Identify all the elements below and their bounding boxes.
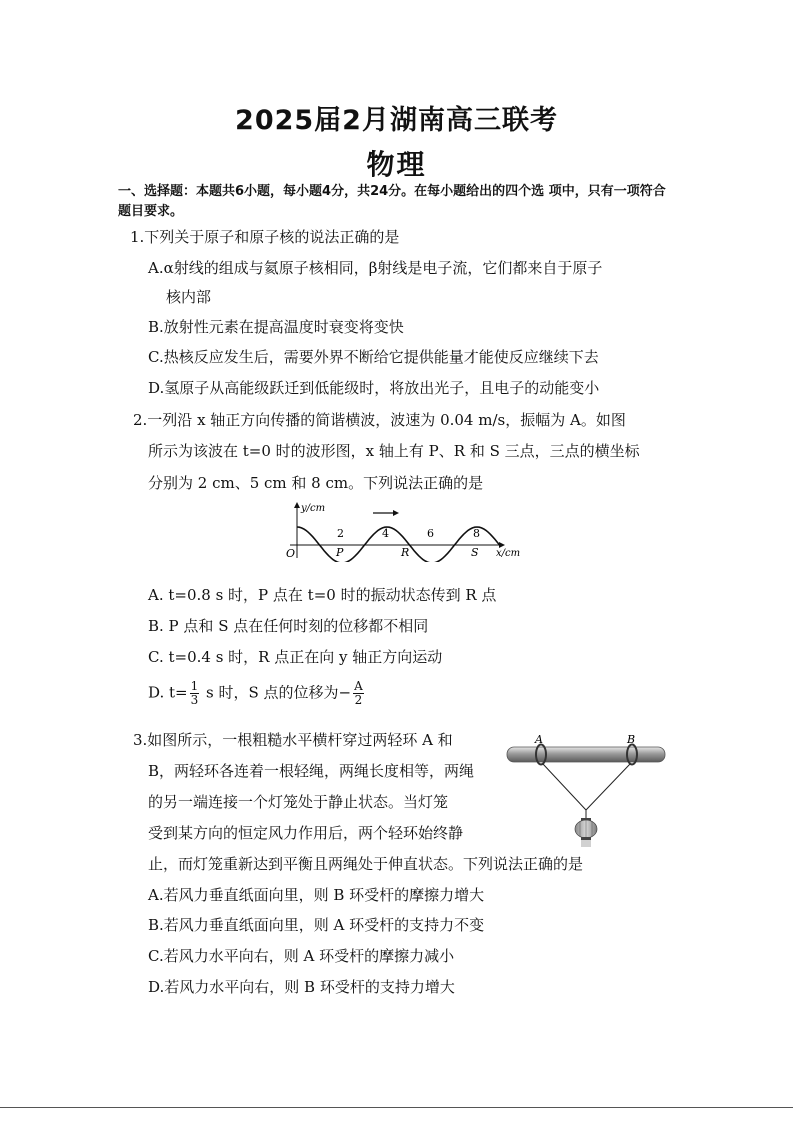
fraction-one-third: $\frac{1}{3}$ [190,679,199,707]
lantern-icon [575,818,597,847]
subject-title: 物理 [366,148,427,181]
q3-option-b: B.若风力垂直纸面向里，则 A 环受杆的支持力不变 [148,916,485,934]
q3-option-d: D.若风力水平向右，则 B 环受杆的支持力增大 [148,978,455,996]
y-axis-arrow [294,502,300,508]
tick-2: 2 [337,527,344,540]
propagation-arrowhead [393,510,399,516]
q2-option-d-prefix: D. t= [148,683,188,702]
q1-stem: 1.下列关于原子和原子核的说法正确的是 [130,228,400,246]
rope-b [586,764,630,810]
point-p: P [336,546,344,559]
section-instructions: 一、选择题：本题共6小题，每小题4分，共24分。在每小题给出的四个选 项中，只有一项符合题目要求。 [118,184,666,219]
q3-option-a: A.若风力垂直纸面向里，则 B 环受杆的摩擦力增大 [148,886,485,904]
wave-figure [280,500,530,562]
fraction-a-half: $\frac{A}{2}$ [354,679,363,707]
q1-option-c: C.热核反应发生后，需要外界不断给它提供能量才能使反应继续下去 [148,348,599,366]
q3-option-c: C.若风力水平向右，则 A 环受杆的摩擦力减小 [148,947,455,965]
ring-a-label: A [535,733,543,746]
q1-option-a: A.α射线的组成与氦原子核相同，β射线是电子流，它们都来自于原子 [148,259,603,277]
point-s: S [471,546,479,559]
origin-label: O [286,547,296,560]
tick-8: 8 [473,527,480,540]
lantern-figure [505,730,667,850]
ring-b-label: B [627,733,636,746]
q3-stem-line1: 3.如图所示，一根粗糙水平横杆穿过两轻环 A 和 [133,731,453,749]
page-bottom-rule [0,1107,793,1108]
tick-4: 4 [382,527,389,540]
q2-option-b: B. P 点和 S 点在任何时刻的位移都不相同 [148,617,429,635]
rope-a [543,764,586,810]
q2-option-c: C. t=0.4 s 时，R 点正在向 y 轴正方向运动 [148,648,443,666]
q2-stem-line1: 2.一列沿 x 轴正方向传播的简谐横波，波速为 0.04 m/s，振幅为 A。如图 [133,411,626,429]
q2-option-d-mid: s 时，S 点的位移为− [201,683,352,702]
point-r: R [401,546,410,559]
x-axis-label: x/cm [496,548,521,559]
q3-stem-line5: 止，而灯笼重新达到平衡且两绳处于伸直状态。下列说法正确的是 [148,855,584,873]
horizontal-rod [507,747,665,762]
y-axis-label: y/cm [301,503,326,514]
q2-stem-line2: 所示为该波在 t=0 时的波形图，x 轴上有 P、R 和 S 三点，三点的横坐标 [148,442,640,460]
q3-stem-line3: 的另一端连接一个灯笼处于静止状态。当灯笼 [148,793,449,811]
tick-6: 6 [427,527,434,540]
q2-option-d [148,680,366,707]
q1-option-b: B.放射性元素在提高温度时衰变将变快 [148,318,404,336]
q3-stem-line2: B，两轻环各连着一根轻绳，两绳长度相等，两绳 [148,762,475,780]
q2-option-a: A. t=0.8 s 时，P 点在 t=0 时的振动状态传到 R 点 [148,586,497,604]
exam-title: 2025届2月湖南高三联考 [235,105,558,136]
q1-option-a-cont: 核内部 [166,288,212,306]
q2-stem-line3: 分别为 2 cm、5 cm 和 8 cm。下列说法正确的是 [148,474,484,492]
q1-option-d: D.氢原子从高能级跃迁到低能级时，将放出光子，且电子的动能变小 [148,379,600,397]
q3-stem-line4: 受到某方向的恒定风力作用后，两个轻环始终静 [148,824,464,842]
